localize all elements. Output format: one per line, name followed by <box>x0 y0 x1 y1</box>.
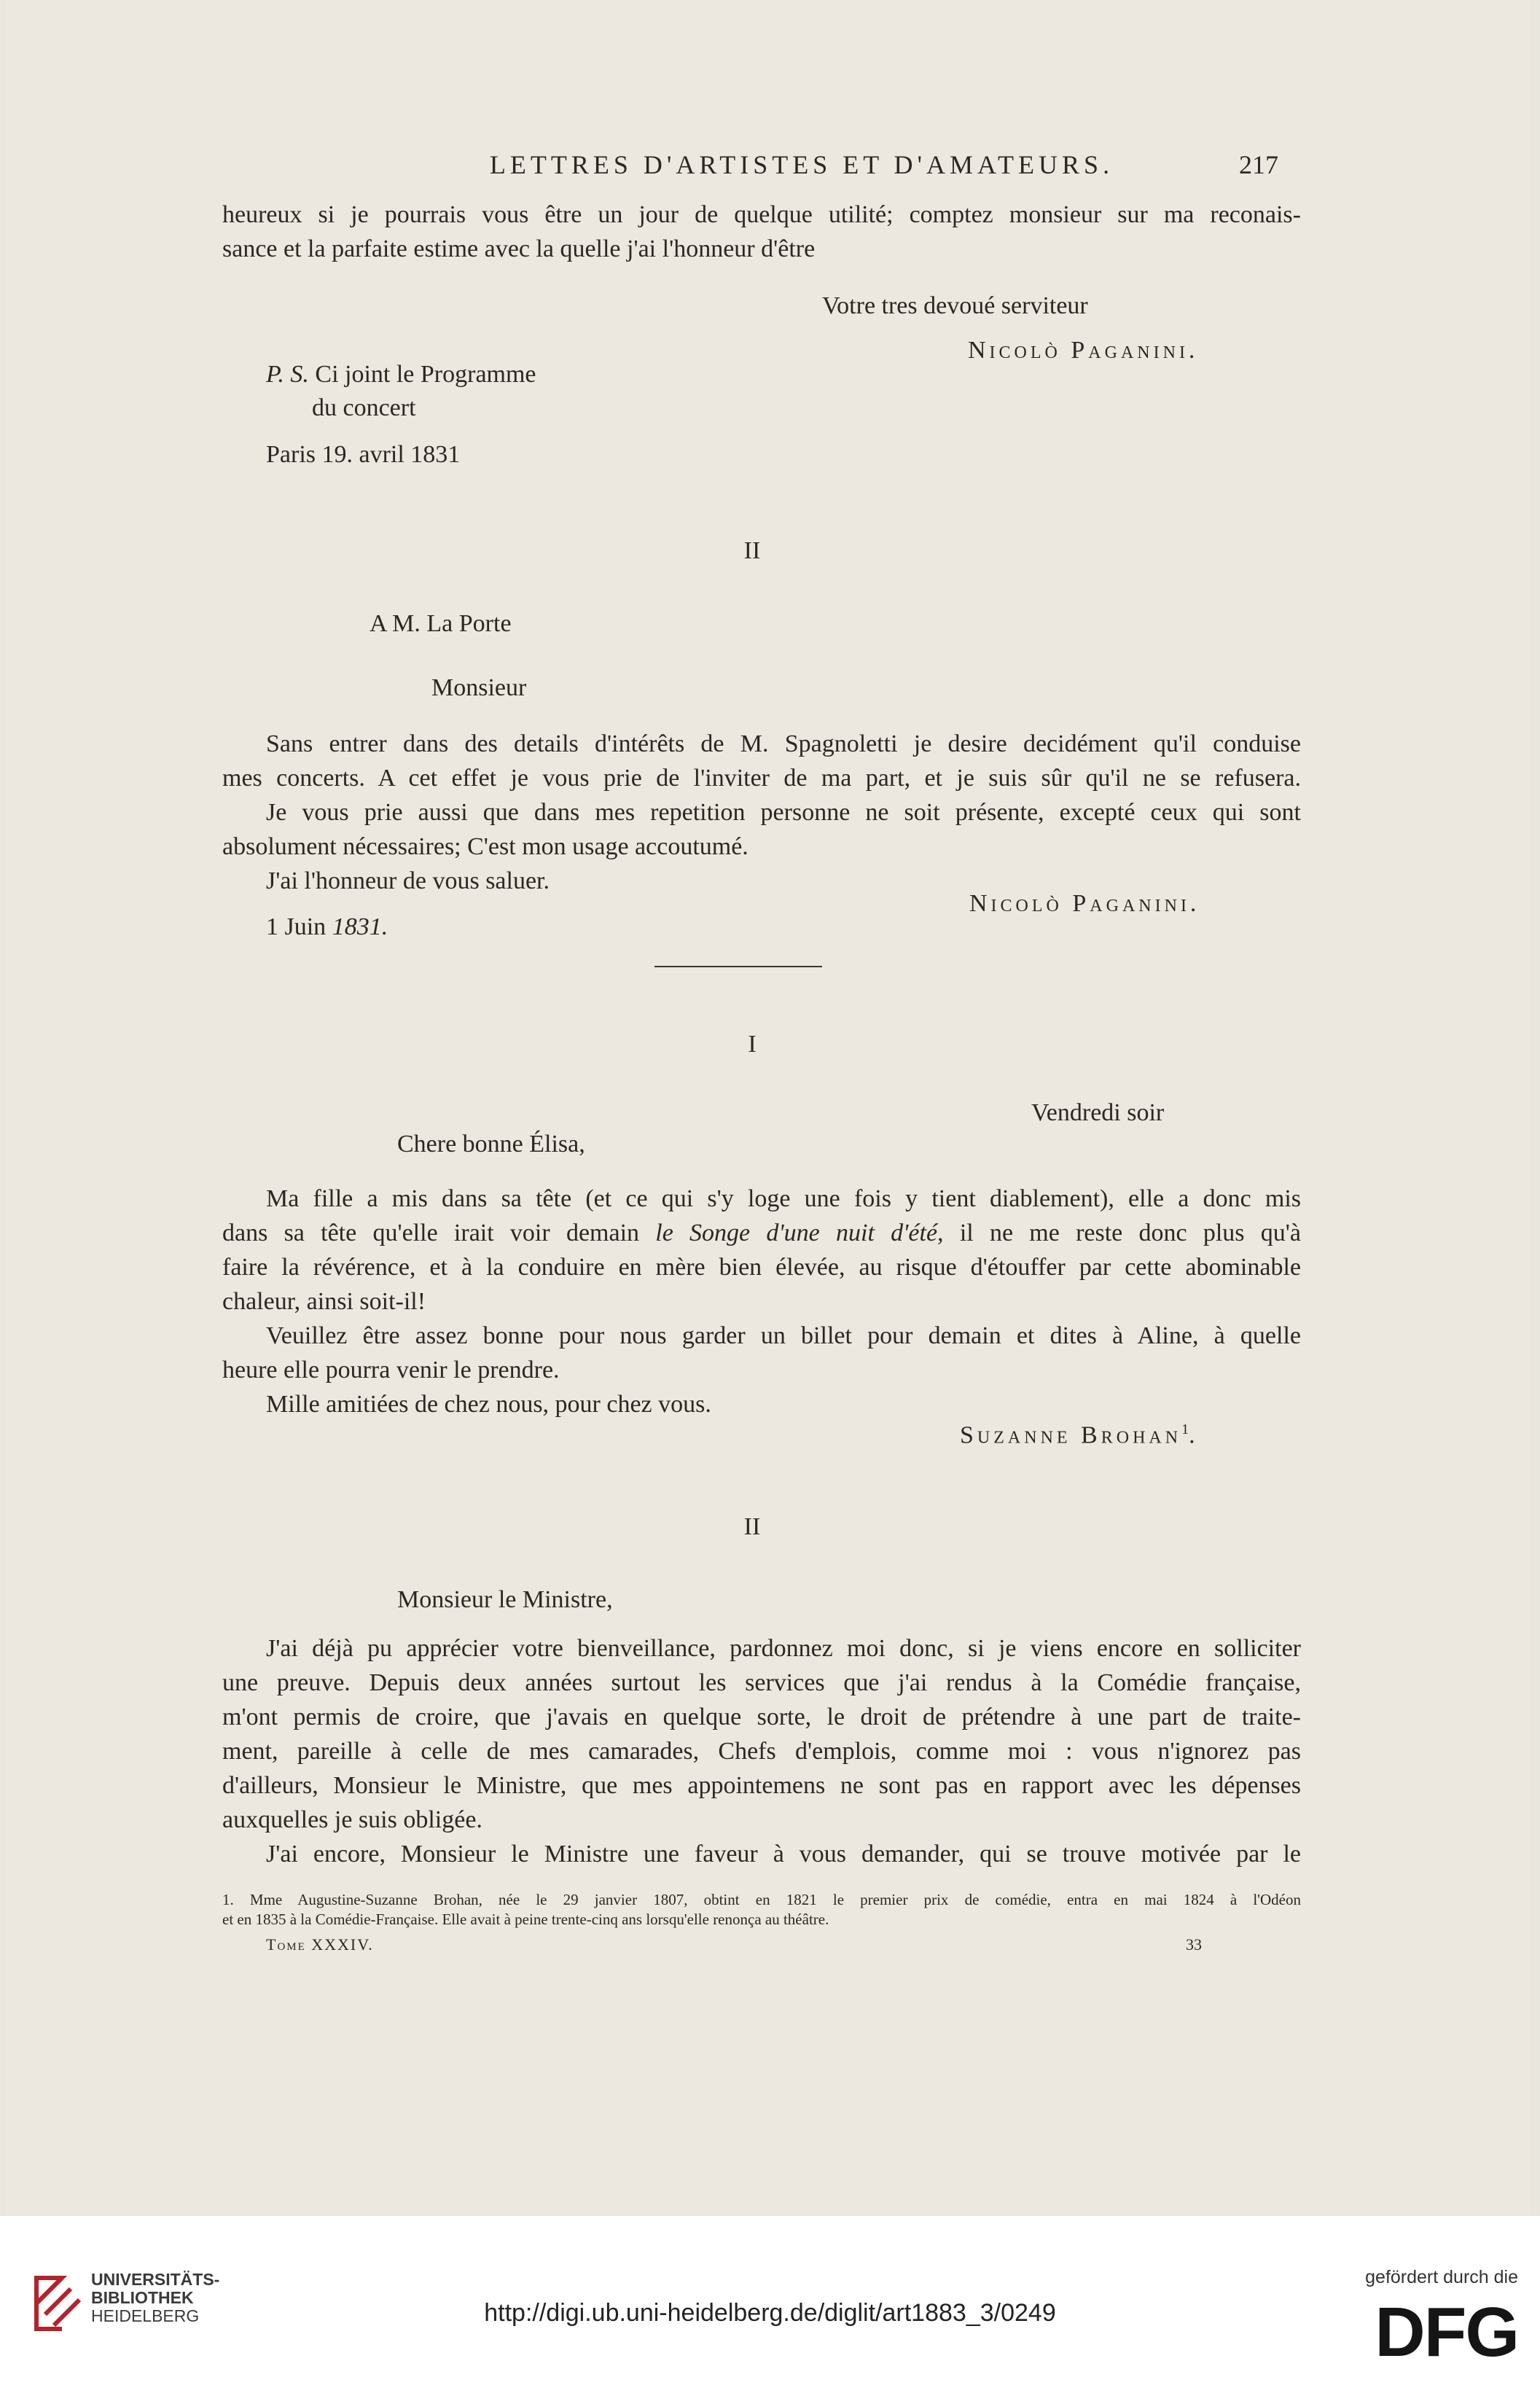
p1-line2-end: il ne me reste donc plus qu'à <box>959 1220 1301 1246</box>
letter4-salutation: Monsieur le Ministre, <box>397 1586 613 1613</box>
date-year: 1831. <box>332 913 388 940</box>
letter3-p3: Mille amitiées de chez nous, pour chez vous. <box>266 1391 711 1418</box>
letter2-date <box>266 910 388 944</box>
running-header: LETTRES D'ARTISTES ET D'AMATEURS. <box>489 150 1114 179</box>
letter2-salutation: Monsieur <box>431 674 527 701</box>
p1-line2-start: dans sa tête qu'elle irait voir demain <box>222 1220 640 1246</box>
signature-period: . <box>1189 1421 1195 1449</box>
letter2-p2-line1: Je vous prie aussi que dans mes repetition personne ne soit présente, excepté ceux qui sont <box>266 799 1301 826</box>
letter2-p2-line2: absolument nécessaires; C'est mon usage accoutumé. <box>222 833 748 860</box>
play-title: le Songe d'une nuit d'été, <box>655 1220 944 1246</box>
letter4-numeral: II <box>743 1513 761 1540</box>
library-line2: BIBLIOTHEK <box>91 2288 194 2307</box>
letter1-signature: Nicolò Paganini. <box>968 337 1199 364</box>
letter1-line2: sance et la parfaite estime avec la quelle j'ai l'honneur d'être <box>222 235 816 262</box>
gathering-number: 33 <box>1186 1935 1202 1954</box>
ps-text: Ci joint le Programme <box>315 361 536 388</box>
letter4-p1-line1: J'ai déjà pu apprécier votre bienveillance, pardonnez moi donc, si je viens encore en solliciter <box>266 1635 1301 1662</box>
letter1-date: Paris 19. avril 1831 <box>266 441 461 468</box>
funding-note: gefördert durch die <box>1365 2267 1518 2287</box>
ps-label: P. S. <box>266 361 309 388</box>
letter4-p1-line6: auxquelles je suis obligée. <box>222 1806 482 1833</box>
section-divider <box>654 966 822 967</box>
letter3-p2-line1: Veuillez être assez bonne pour nous garder un billet pour demain et dites à Aline, à quelle <box>266 1322 1301 1349</box>
letter4-p1-line5: d'ailleurs, Monsieur le Ministre, que mes appointemens ne sont pas en rapport avec les dépenses <box>222 1772 1301 1799</box>
letter1-postscript <box>266 357 536 391</box>
letter4-p1-line3: m'ont permis de croire, que j'avais en quelque sorte, le droit de prétendre à une part de traite- <box>222 1704 1301 1730</box>
letter1-closing: Votre tres devoué serviteur <box>822 292 1088 319</box>
library-line1: UNIVERSITÄTS- <box>91 2270 220 2289</box>
letter2-numeral: II <box>743 537 761 564</box>
letter3-signature <box>960 1413 1195 1452</box>
letter4-p1-line2: une preuve. Depuis deux années surtout les services que j'ai rendus à la Comédie française, <box>222 1669 1301 1696</box>
signature-name: Suzanne Brohan <box>960 1421 1182 1449</box>
letter3-salutation: Chere bonne Élisa, <box>397 1131 585 1158</box>
digital-object-url[interactable]: http://digi.ub.uni-heidelberg.de/diglit/art1883_3/0249 <box>484 2299 1056 2327</box>
letter3-p1-line2 <box>222 1216 1301 1250</box>
scanned-page <box>6 0 1529 2216</box>
letter1-postscript-cont: du concert <box>312 394 416 421</box>
footnote-line2: et en 1835 à la Comédie-Française. Elle avait à peine trente-cinq ans lorsqu'elle renonça au théâtre. <box>222 1911 829 1928</box>
page-number: 217 <box>1239 150 1278 179</box>
letter2-p1-line1: Sans entrer dans des details d'intérêts de M. Spagnoletti je desire decidément qu'il conduise <box>266 730 1301 757</box>
letter3-p1-line3: faire la révérence, et à la conduire en mère bien élevée, au risque d'étouffer par cette abominable <box>222 1254 1301 1281</box>
letter4-p2-line1: J'ai encore, Monsieur le Ministre une faveur à vous demander, qui se trouve motivée par le <box>266 1841 1301 1868</box>
letter3-p1-line1: Ma fille a mis dans sa tête (et ce qui s'y loge une fois y tient diablement), elle a donc mis <box>266 1185 1301 1212</box>
volume-signature: Tome XXXIV. <box>266 1935 374 1954</box>
letter2-signature: Nicolò Paganini. <box>969 890 1200 917</box>
letter2-p1-line2: mes concerts. A cet effet je vous prie de l'inviter de ma part, et je suis sûr qu'il ne se refusera. <box>222 765 1301 792</box>
letter2-p3: J'ai l'honneur de vous saluer. <box>266 867 550 894</box>
letter4-p1-line4: ment, pareille à celle de mes camarades, Chefs d'emplois, comme moi : vous n'ignorez pas <box>222 1738 1301 1765</box>
letter3-p2-line2: heure elle pourra venir le prendre. <box>222 1357 560 1384</box>
letter1-line1: heureux si je pourrais vous être un jour de quelque utilité; comptez monsieur sur ma reconais- <box>222 201 1301 228</box>
library-line3: HEIDELBERG <box>91 2306 200 2325</box>
date-day: 1 Juin <box>266 913 327 940</box>
dfg-logo: DFG <box>1375 2293 1518 2371</box>
footnote-mark: 1 <box>1181 1421 1189 1437</box>
letter3-numeral: I <box>748 1031 757 1058</box>
footnote-line1: 1. Mme Augustine-Suzanne Brohan, née le 29 janvier 1807, obtint en 1821 le premier prix de comédie, entra en mai 1824 à l'Odéon <box>222 1891 1301 1908</box>
letter3-dateline: Vendredi soir <box>1031 1099 1165 1126</box>
letter3-p1-line4: chaleur, ainsi soit-il! <box>222 1288 426 1315</box>
letter2-addressee: A M. La Porte <box>370 610 512 637</box>
